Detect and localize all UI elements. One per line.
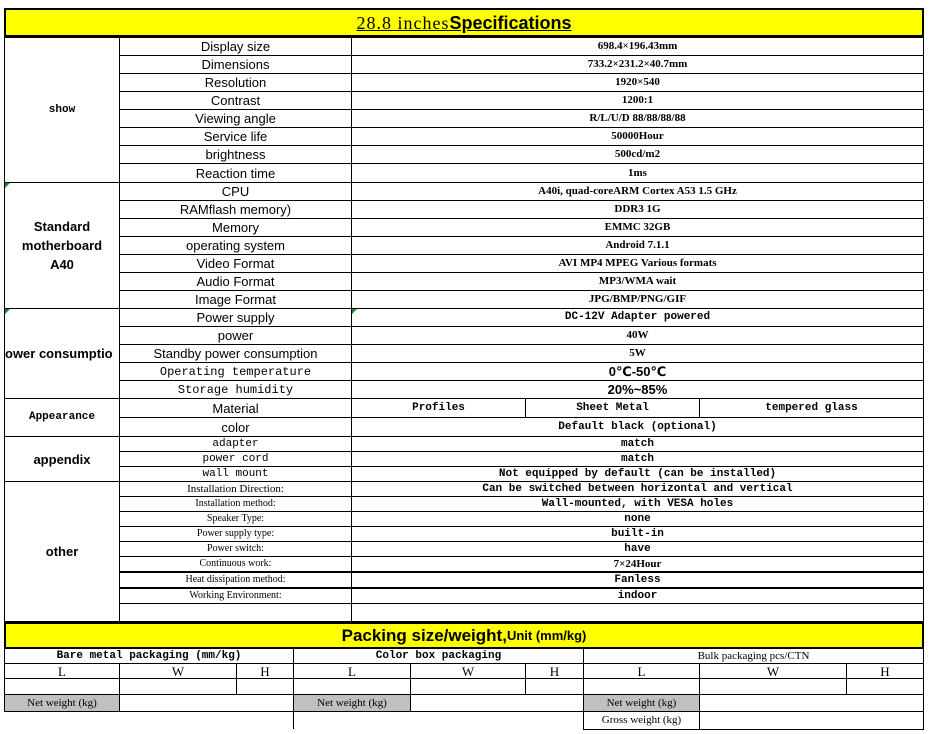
colorbox-net-weight-label[interactable]: Net weight (kg) <box>293 694 411 712</box>
label-video-format[interactable]: Video Format <box>119 254 352 273</box>
label-standby[interactable]: Standby power consumption <box>119 344 352 363</box>
label-brightness[interactable]: brightness <box>119 145 352 164</box>
value-video-format[interactable]: AVI MP4 MPEG Various formats <box>351 254 924 273</box>
label-material[interactable]: Material <box>119 398 352 418</box>
value-adapter[interactable]: match <box>351 436 924 452</box>
group-motherboard-line3: A40 <box>50 257 74 272</box>
value-wall-mount[interactable]: Not equipped by default (can be installed) <box>351 466 924 482</box>
label-continuous-work[interactable]: Continuous work: <box>119 556 352 572</box>
bulk-gross-weight-label[interactable]: Gross weight (kg) <box>583 711 700 730</box>
packing-title-main: Packing size/weight, <box>341 626 507 645</box>
label-contrast[interactable]: Contrast <box>119 91 352 110</box>
colorbox-net-weight-value[interactable] <box>410 694 584 712</box>
packing-title-unit: Unit (mm/kg) <box>506 628 587 643</box>
bulk-H-value[interactable] <box>846 678 924 695</box>
value-continuous-work[interactable]: 7×24Hour <box>351 556 924 572</box>
value-material-profiles[interactable]: Profiles <box>351 398 526 418</box>
bare-net-weight-label[interactable]: Net weight (kg) <box>4 694 120 712</box>
bare-W[interactable]: W <box>119 663 237 679</box>
group-show[interactable]: show <box>4 37 120 183</box>
packing-title-cell[interactable] <box>4 622 924 649</box>
value-storage-humidity[interactable]: 20%~85% <box>351 380 924 399</box>
label-audio-format[interactable]: Audio Format <box>119 272 352 291</box>
group-motherboard-line2: motherboard <box>21 238 103 253</box>
bulk-gross-weight-value[interactable] <box>699 711 924 730</box>
label-adapter[interactable]: adapter <box>119 436 352 452</box>
value-psu-type[interactable]: built-in <box>351 526 924 542</box>
label-install-direction[interactable]: Installation Direction: <box>119 481 352 497</box>
value-brightness[interactable]: 500cd/m2 <box>351 145 924 164</box>
label-cpu[interactable]: CPU <box>119 182 352 201</box>
comment-marker <box>352 309 357 314</box>
label-memory[interactable]: Memory <box>119 218 352 237</box>
group-other[interactable]: other <box>4 481 120 622</box>
label-power-switch[interactable]: Power switch: <box>119 541 352 557</box>
value-color[interactable]: Default black (optional) <box>351 417 924 437</box>
label-blank[interactable] <box>119 603 352 622</box>
bare-L[interactable]: L <box>4 663 120 679</box>
value-standby[interactable]: 5W <box>351 344 924 363</box>
colorbox-L-value[interactable] <box>293 678 411 695</box>
value-display-size[interactable]: 698.4×196.43mm <box>351 37 924 56</box>
value-speaker-type[interactable]: none <box>351 511 924 527</box>
packing-colorbox-header[interactable]: Color box packaging <box>293 648 584 664</box>
label-install-method[interactable]: Installation method: <box>119 496 352 512</box>
colorbox-W[interactable]: W <box>410 663 526 679</box>
colorbox-H-value[interactable] <box>525 678 584 695</box>
label-power[interactable]: power <box>119 326 352 345</box>
label-power-cord[interactable]: power cord <box>119 451 352 467</box>
group-motherboard[interactable] <box>4 182 120 309</box>
value-power-switch[interactable]: have <box>351 541 924 557</box>
value-install-direction[interactable]: Can be switched between horizontal and vertical <box>351 481 924 497</box>
label-wall-mount[interactable]: wall mount <box>119 466 352 482</box>
group-appearance[interactable]: Appearance <box>4 398 120 437</box>
label-op-temp[interactable]: Operating temperature <box>119 362 352 381</box>
title-prefix: 28.8 inches <box>356 12 450 33</box>
value-heat-dissipation[interactable]: Fanless <box>351 572 924 588</box>
value-material-tempered-glass[interactable]: tempered glass <box>699 398 924 418</box>
bare-net-weight-value[interactable] <box>119 694 294 712</box>
value-viewing-angle[interactable]: R/L/U/D 88/88/88/88 <box>351 109 924 128</box>
colorbox-L[interactable]: L <box>293 663 411 679</box>
sheet-title-cell[interactable] <box>4 8 924 37</box>
bare-W-value[interactable] <box>119 678 237 695</box>
group-power[interactable]: ower consumptio <box>4 308 120 399</box>
label-dimensions[interactable]: Dimensions <box>119 55 352 74</box>
label-image-format[interactable]: Image Format <box>119 290 352 309</box>
value-audio-format[interactable]: MP3/WMA wait <box>351 272 924 291</box>
value-resolution[interactable]: 1920×540 <box>351 73 924 92</box>
label-heat-dissipation[interactable]: Heat dissipation method: <box>119 572 352 588</box>
comment-marker <box>5 183 10 188</box>
value-op-temp[interactable]: 0℃-50℃ <box>351 362 924 381</box>
value-ram[interactable]: DDR3 1G <box>351 200 924 219</box>
colorbox-gross-blank[interactable] <box>293 711 584 729</box>
bare-L-value[interactable] <box>4 678 120 695</box>
label-working-env[interactable]: Working Environment: <box>119 588 352 604</box>
bare-H[interactable]: H <box>236 663 294 679</box>
bulk-net-weight-label[interactable]: Net weight (kg) <box>583 694 700 712</box>
label-display-size[interactable]: Display size <box>119 37 352 56</box>
group-motherboard-line1: Standard <box>33 219 91 234</box>
bulk-L-value[interactable] <box>583 678 700 695</box>
value-dimensions[interactable]: 733.2×231.2×40.7mm <box>351 55 924 74</box>
label-psu-type[interactable]: Power supply type: <box>119 526 352 542</box>
comment-marker <box>5 309 10 314</box>
label-color[interactable]: color <box>119 417 352 437</box>
bulk-W-value[interactable] <box>699 678 847 695</box>
bulk-H[interactable]: H <box>846 663 924 679</box>
value-blank[interactable] <box>351 603 924 622</box>
label-speaker-type[interactable]: Speaker Type: <box>119 511 352 527</box>
value-os[interactable]: Android 7.1.1 <box>351 236 924 255</box>
value-cpu[interactable]: A40i, quad-coreARM Cortex A53 1.5 GHz <box>351 182 924 201</box>
bulk-W[interactable]: W <box>699 663 847 679</box>
packing-bare-header[interactable]: Bare metal packaging (mm/kg) <box>4 648 294 664</box>
value-install-method[interactable]: Wall-mounted, with VESA holes <box>351 496 924 512</box>
bulk-net-weight-value[interactable] <box>699 694 924 712</box>
label-os[interactable]: operating system <box>119 236 352 255</box>
value-reaction-time[interactable]: 1ms <box>351 163 924 183</box>
colorbox-H[interactable]: H <box>525 663 584 679</box>
bare-gross-blank[interactable] <box>4 711 294 729</box>
value-working-env[interactable]: indoor <box>351 588 924 604</box>
value-power[interactable]: 40W <box>351 326 924 345</box>
value-memory[interactable]: EMMC 32GB <box>351 218 924 237</box>
value-contrast[interactable]: 1200:1 <box>351 91 924 110</box>
label-storage-humidity[interactable]: Storage humidity <box>119 380 352 399</box>
label-service-life[interactable]: Service life <box>119 127 352 146</box>
bare-H-value[interactable] <box>236 678 294 695</box>
group-appendix[interactable]: appendix <box>4 436 120 482</box>
value-power-cord[interactable]: match <box>351 451 924 467</box>
bulk-L[interactable]: L <box>583 663 700 679</box>
colorbox-W-value[interactable] <box>410 678 526 695</box>
label-viewing-angle[interactable]: Viewing angle <box>119 109 352 128</box>
value-power-supply[interactable]: DC-12V Adapter powered <box>351 308 924 327</box>
label-resolution[interactable]: Resolution <box>119 73 352 92</box>
label-reaction-time[interactable]: Reaction time <box>119 163 352 183</box>
packing-bulk-header[interactable]: Bulk packaging pcs/CTN <box>583 648 924 664</box>
label-power-supply[interactable]: Power supply <box>119 308 352 327</box>
value-material-sheet-metal[interactable]: Sheet Metal <box>525 398 700 418</box>
title-main: Specifications <box>449 12 572 33</box>
value-image-format[interactable]: JPG/BMP/PNG/GIF <box>351 290 924 309</box>
label-ram[interactable]: RAMflash memory) <box>119 200 352 219</box>
value-service-life[interactable]: 50000Hour <box>351 127 924 146</box>
